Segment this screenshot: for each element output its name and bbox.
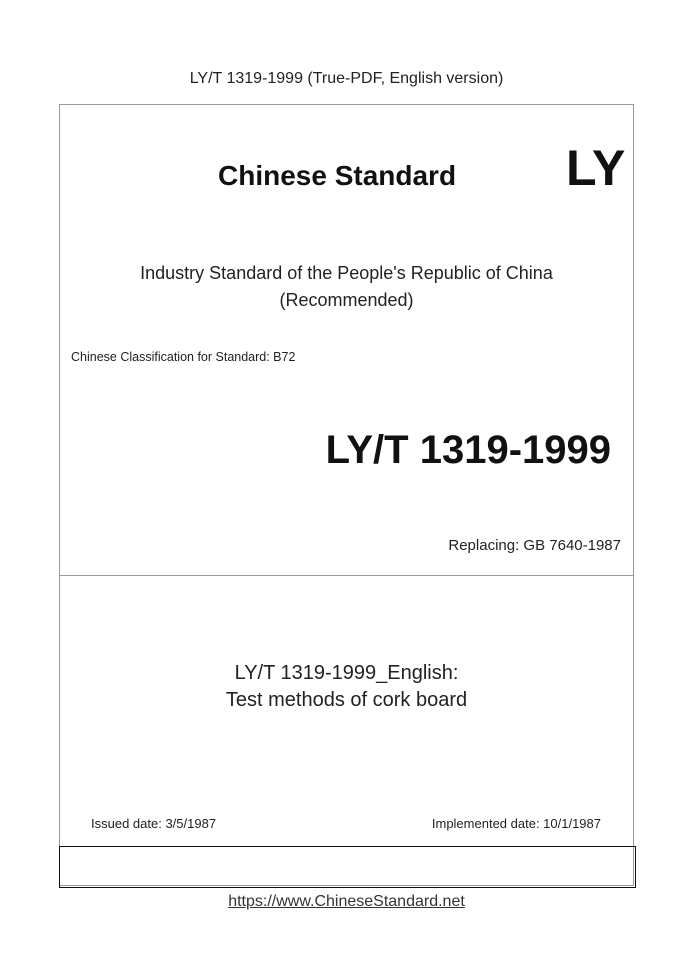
cover-title: Chinese Standard: [218, 160, 457, 191]
industry-line-1: Industry Standard of the People's Republic of China: [140, 263, 553, 283]
issued-date: Issued date: 3/5/1987: [91, 816, 217, 831]
standard-number: LY/T 1319-1999: [325, 428, 611, 472]
document-header: LY/T 1319-1999 (True-PDF, English version): [189, 70, 504, 87]
classification-text: Chinese Classification for Standard: B72: [71, 350, 296, 364]
cover-middle-section: [60, 576, 633, 846]
replacing-text: Replacing: GB 7640-1987: [448, 537, 621, 554]
document-name-line-2: Test methods of cork board: [225, 689, 468, 711]
standard-code-mark: LY: [566, 140, 626, 196]
industry-statement: [60, 260, 633, 314]
cover-frame: [59, 104, 634, 886]
document-name: [60, 660, 633, 714]
document-name-line-1: LY/T 1319-1999_English:: [234, 662, 459, 684]
implemented-date: Implemented date: 10/1/1987: [431, 816, 601, 831]
industry-line-2: (Recommended): [279, 290, 414, 310]
cover-bottom-box: [59, 846, 636, 888]
cover-top-section: [60, 105, 633, 575]
website-link[interactable]: https://www.ChineseStandard.net: [228, 893, 465, 910]
